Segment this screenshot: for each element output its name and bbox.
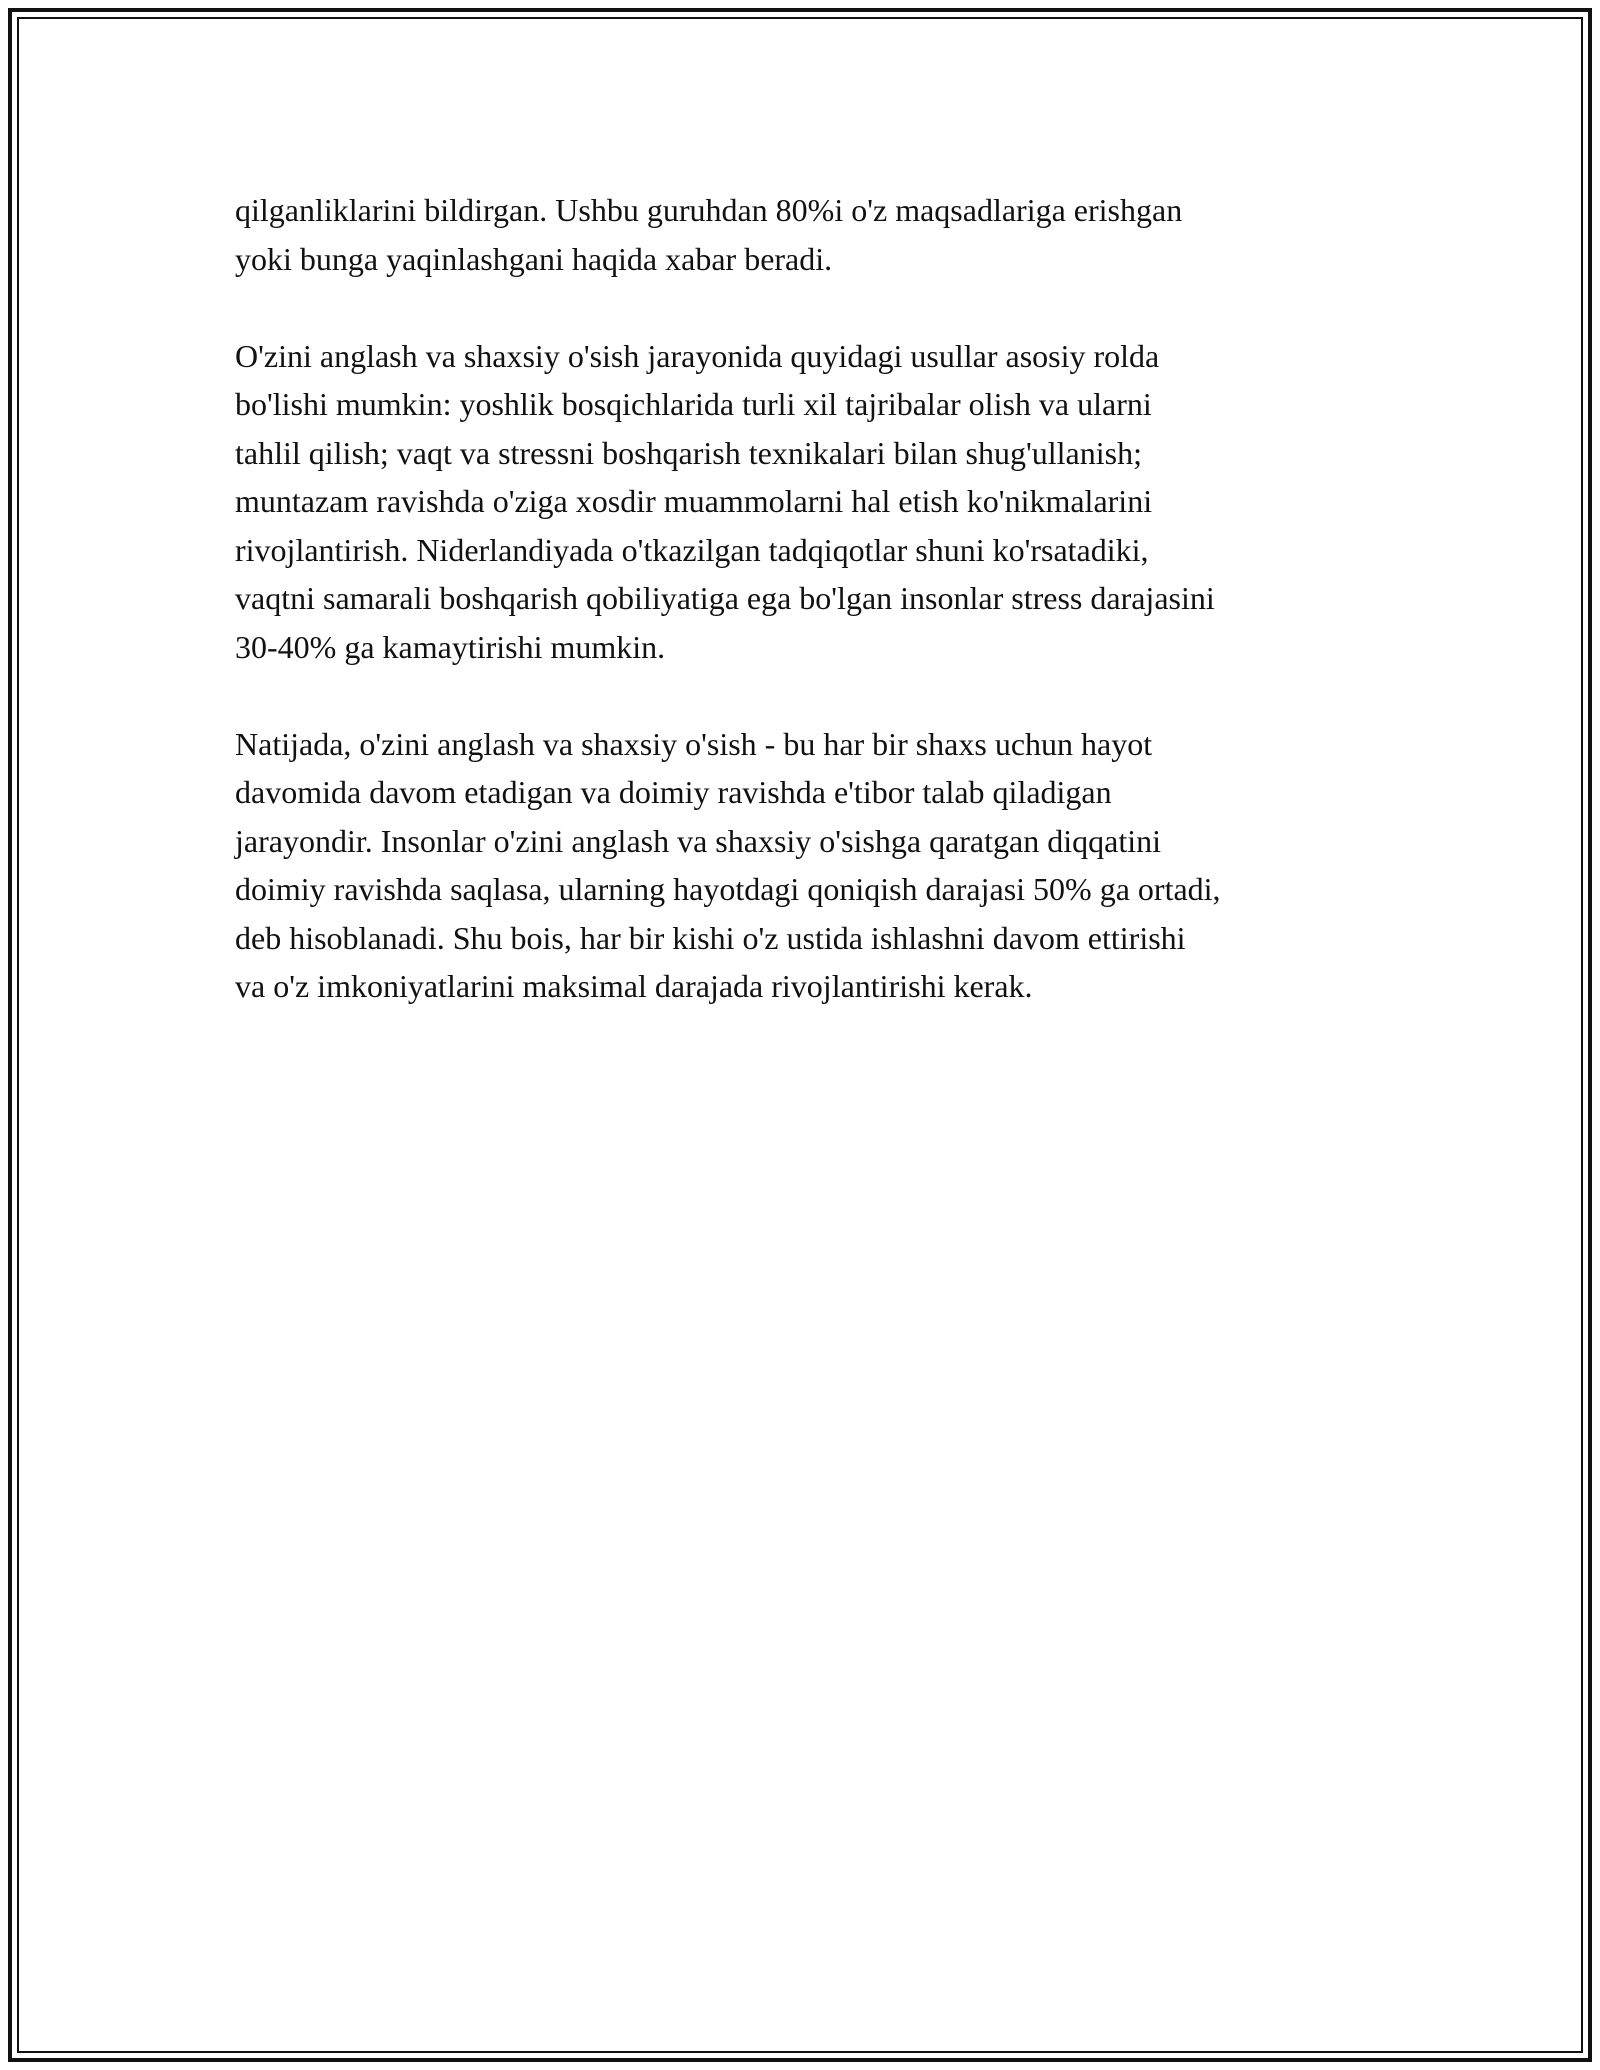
- text-line: muntazam ravishda o'ziga xosdir muammolarni hal etish ko'nikmalarini: [235, 483, 1153, 519]
- text-line: doimiy ravishda saqlasa, ularning hayotdagi qoniqish darajasi 50% ga ortadi,: [235, 871, 1221, 907]
- paragraph-1: [235, 186, 1385, 283]
- text-line: 30-40% ga kamaytirishi mumkin.: [235, 628, 666, 665]
- text-line: bo'lishi mumkin: yoshlik bosqichlarida turli xil tajribalar olish va ularni: [235, 386, 1152, 422]
- text-line: va o'z imkoniyatlarini maksimal darajada rivojlantirishi kerak.: [235, 968, 1033, 1004]
- text-line: deb hisoblanadi. Shu bois, har bir kishi o'z ustida ishlashni davom ettirishi: [235, 919, 1186, 956]
- paragraph-3: [235, 720, 1385, 1011]
- text-line: vaqtni samarali boshqarish qobiliyatiga ega bo'lgan insonlar stress darajasini: [235, 580, 1215, 616]
- paragraph-2: [235, 332, 1385, 672]
- text-line: yoki bunga yaqinlashgani haqida xabar beradi.: [235, 240, 833, 277]
- text-line: O'zini anglash va shaxsiy o'sish jarayonida quyidagi usullar asosiy rolda: [235, 337, 1160, 374]
- document-body: [235, 186, 1385, 1059]
- text-line: qilganliklarini bildirgan. Ushbu guruhdan 80%i o'z maqsadlariga erishgan: [235, 192, 1183, 228]
- text-line: davomida davom etadigan va doimiy ravishda e'tibor talab qiladigan: [235, 774, 1112, 810]
- text-line: jarayondir. Insonlar o'zini anglash va shaxsiy o'sishga qaratgan diqqatini: [235, 822, 1161, 859]
- text-line: rivojlantirish. Niderlandiyada o'tkazilgan tadqiqotlar shuni ko'rsatadiki,: [235, 531, 1149, 568]
- text-line: Natijada, o'zini anglash va shaxsiy o'sish - bu har bir shaxs uchun hayot: [235, 725, 1153, 762]
- text-line: tahlil qilish; vaqt va stressni boshqarish texnikalari bilan shug'ullanish;: [235, 434, 1142, 471]
